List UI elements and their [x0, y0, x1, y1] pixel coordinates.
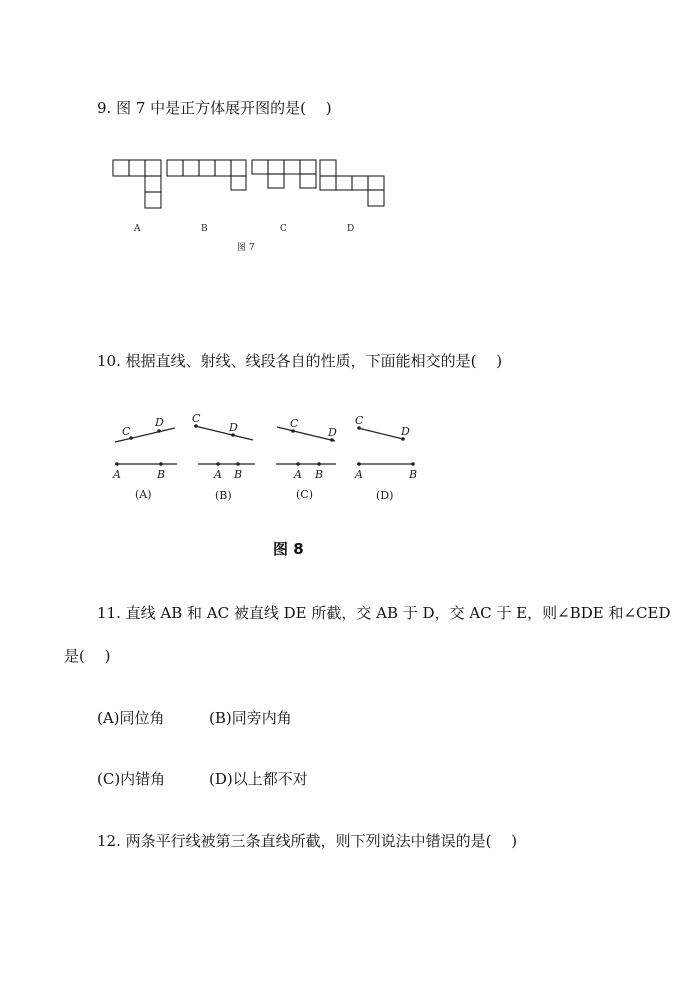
q11-option-a: (A)同位角 — [97, 709, 165, 727]
q11-option-c: (C)内错角 — [97, 770, 166, 788]
question-10-stem: 10. 根据直线、射线、线段各自的性质，下面能相交的是( ) — [97, 352, 503, 370]
question-11-stem-line1: 11. 直线 AB 和 AC 被直线 DE 所截，交 AB 于 D，交 AC 于 E，则∠BDE 和∠CED — [97, 604, 671, 622]
point-label-b-d: B — [409, 468, 418, 481]
cube-net-c — [252, 160, 316, 188]
point-label-b-b: B — [234, 468, 243, 481]
point-label-d-d: D — [401, 425, 410, 438]
point-label-d-b: D — [229, 421, 238, 434]
point-label-c-d: C — [355, 414, 364, 427]
point-label-d-c: D — [328, 426, 337, 439]
figure-8-lines — [105, 405, 435, 510]
cube-net-d — [320, 160, 384, 206]
net-label-d: D — [347, 224, 355, 234]
point-label-c-b: C — [192, 412, 201, 425]
point-label-b-c: B — [315, 468, 324, 481]
point-label-a-d: A — [355, 468, 363, 481]
option-label-a: (A) — [135, 488, 152, 501]
figure-8-caption: 图 8 — [273, 540, 304, 558]
point-label-a-c: A — [294, 468, 302, 481]
net-label-a: A — [134, 224, 141, 234]
option-label-b: (B) — [215, 489, 232, 502]
net-label-b: B — [201, 224, 208, 234]
point-label-a-b: A — [214, 468, 222, 481]
point-label-c-c: C — [290, 417, 299, 430]
net-label-c: C — [280, 224, 287, 234]
figure-7-cube-nets — [100, 150, 400, 260]
point-label-d-a: D — [155, 416, 164, 429]
point-label-b-a: B — [157, 468, 166, 481]
cube-net-a — [113, 160, 161, 208]
q11-option-b: (B)同旁内角 — [209, 709, 292, 727]
q11-option-d: (D)以上都不对 — [209, 770, 308, 788]
question-11-stem-line2: 是( ) — [64, 647, 111, 665]
option-label-c: (C) — [296, 488, 313, 501]
point-label-c-a: C — [122, 425, 131, 438]
cube-net-b — [167, 160, 246, 190]
point-label-a-a: A — [113, 468, 121, 481]
option-label-d: (D) — [376, 489, 394, 502]
figure-7-caption: 图 7 — [237, 243, 255, 253]
question-12-stem: 12. 两条平行线被第三条直线所截，则下列说法中错误的是( ) — [97, 832, 518, 850]
question-9-stem: 9. 图 7 中是正方体展开图的是( ) — [97, 99, 332, 117]
